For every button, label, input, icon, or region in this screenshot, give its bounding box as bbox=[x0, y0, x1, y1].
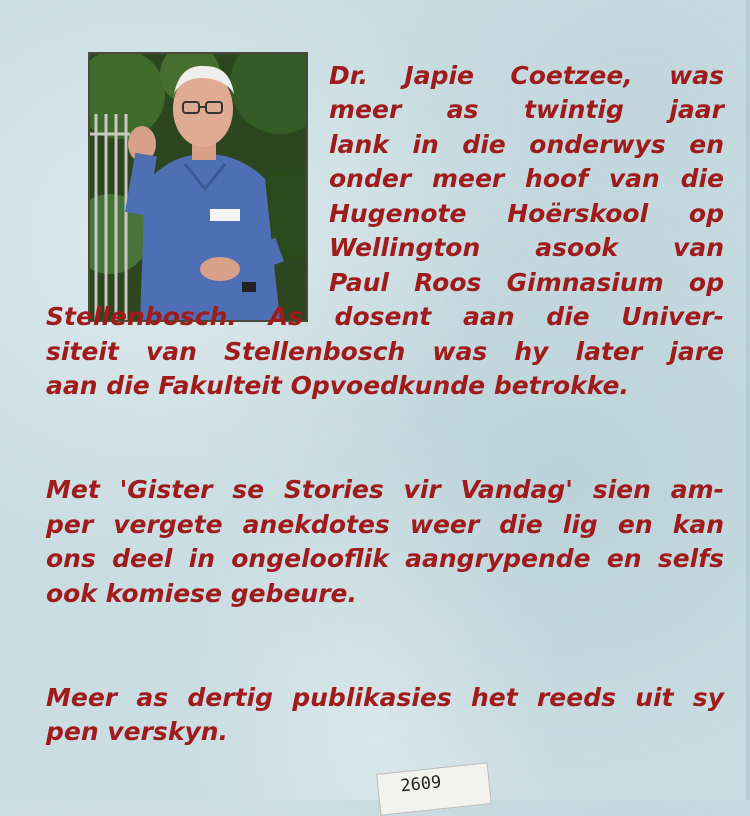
author-photo bbox=[88, 52, 308, 322]
text-line: Paul Roos Gimnasium op bbox=[329, 268, 724, 297]
text-line: per vergete anekdotes weer die lig en kan bbox=[46, 510, 724, 539]
sticker-number: 2609 bbox=[399, 772, 443, 797]
text-line: ook komiese gebeure. bbox=[46, 579, 357, 608]
text-line: Wellington asook van bbox=[329, 233, 724, 262]
page-edge bbox=[746, 0, 750, 800]
text-line: aan die Fakulteit Opvoedkunde betrokke. bbox=[46, 371, 629, 400]
text-line: Meer as dertig publikasies het reeds uit sy bbox=[46, 683, 724, 712]
text-line: Met 'Gister se Stories vir Vandag' sien am- bbox=[46, 475, 724, 504]
text-line: lank in die onderwys en bbox=[329, 130, 724, 159]
text-line: pen verskyn. bbox=[46, 717, 229, 746]
text-line: meer as twintig jaar bbox=[329, 95, 724, 124]
text-line: Hugenote Hoërskool op bbox=[329, 199, 724, 228]
library-sticker bbox=[376, 762, 492, 815]
text-line: siteit van Stellenbosch was hy later jare bbox=[46, 337, 724, 366]
text-line: Stellenbosch. As dosent aan die Univer- bbox=[46, 302, 724, 331]
text-line: ons deel in ongelooflik aangrypende en selfs bbox=[46, 544, 724, 573]
text-line: onder meer hoof van die bbox=[329, 164, 724, 193]
text-line: Dr. Japie Coetzee, was bbox=[329, 61, 724, 90]
